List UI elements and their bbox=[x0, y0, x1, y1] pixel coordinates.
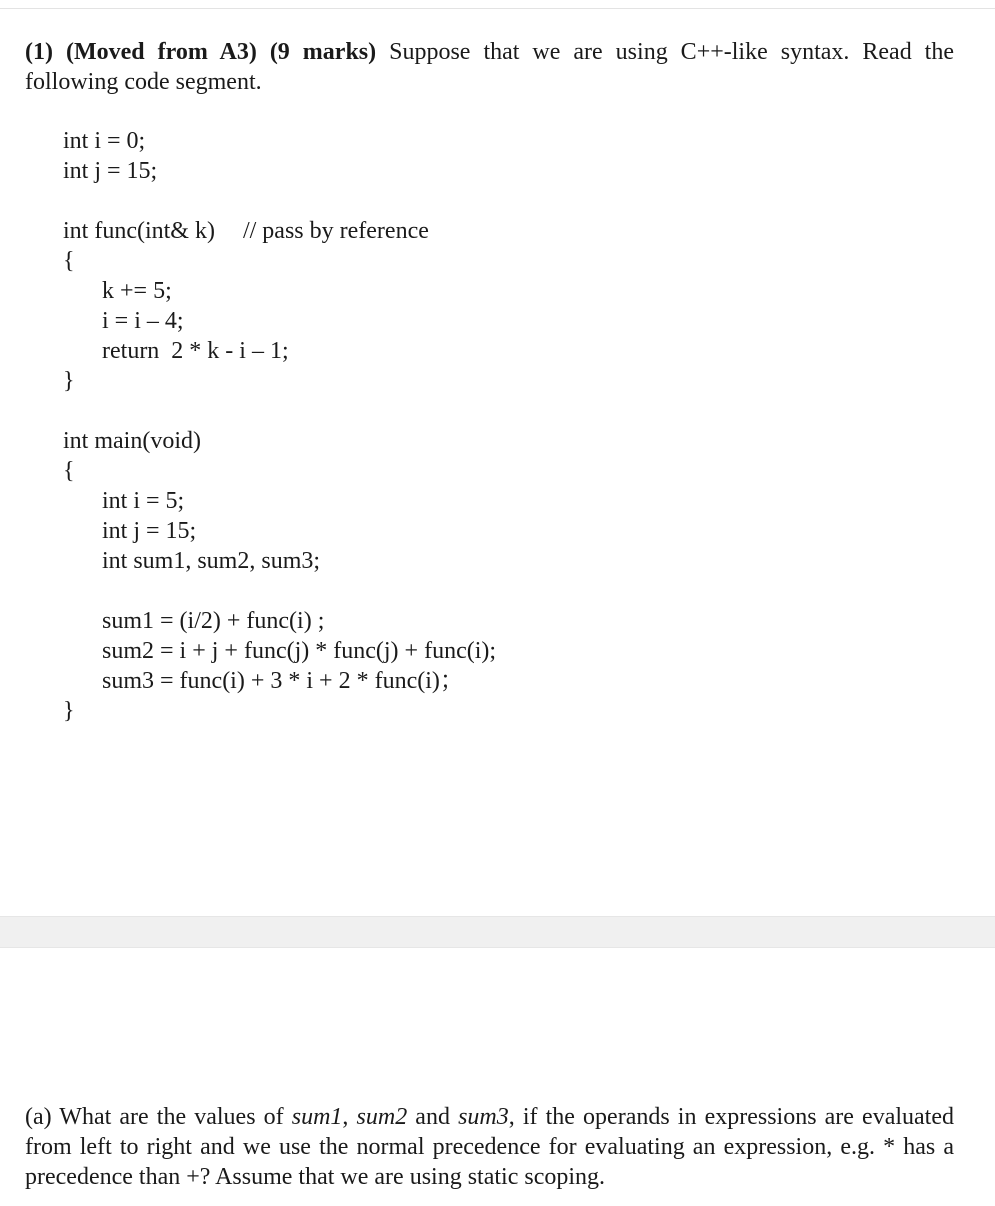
code-line-global-j: int j = 15; bbox=[63, 158, 158, 184]
code-line-sum2: sum2 = i + j + func(j) * func(j) + func(i); bbox=[102, 638, 497, 664]
question-number: (1) bbox=[25, 39, 53, 65]
code-line-sum1: sum1 = (i/2) + func(i) ; bbox=[102, 608, 325, 634]
code-line-main-decl-1: int i = 5; bbox=[102, 488, 185, 514]
question-moved-note: (Moved from A3) bbox=[65, 39, 257, 65]
part-a-question bbox=[25, 1102, 954, 1192]
code-segment bbox=[63, 126, 496, 726]
code-line-sum3: sum3 = func(i) + 3 * i + 2 * func(i)； bbox=[102, 668, 464, 694]
code-line-func-body-2: i = i – 4; bbox=[102, 308, 184, 334]
code-line-main-signature: int main(void) bbox=[63, 428, 201, 454]
question-header bbox=[25, 37, 954, 97]
code-line-main-decl-3: int sum1, sum2, sum3; bbox=[102, 548, 321, 574]
question-marks: (9 marks) bbox=[269, 39, 377, 65]
page-break-divider bbox=[0, 916, 995, 948]
part-a-text-4: , if the operands in expressions are evaluated from left to right and we use the normal precedence for evaluating an expression, e.g. * has a precedence than +? Assume that we are using static scoping. bbox=[25, 1104, 955, 1190]
part-a-text-3: and bbox=[407, 1104, 459, 1130]
part-a-text-2: , bbox=[342, 1104, 357, 1130]
code-line-func-close-brace: } bbox=[63, 368, 75, 394]
code-line-func-open-brace: { bbox=[63, 248, 75, 274]
part-a-var-sum1: sum1 bbox=[291, 1104, 343, 1130]
code-line-main-close-brace: } bbox=[63, 698, 75, 724]
question-intro: Suppose that we are using C++-like syntax. Read the following code segment. bbox=[25, 39, 955, 95]
code-line-global-i: int i = 0; bbox=[63, 128, 146, 154]
part-a-var-sum2: sum2 bbox=[356, 1104, 408, 1130]
func-signature: int func(int& k) bbox=[63, 218, 215, 244]
code-line-func-signature bbox=[63, 216, 496, 246]
code-line-main-decl-2: int j = 15; bbox=[102, 518, 197, 544]
code-line-func-body-3: return 2 * k - i – 1; bbox=[102, 338, 289, 364]
part-a-text-1: (a) What are the values of bbox=[25, 1104, 292, 1130]
func-comment: // pass by reference bbox=[242, 218, 429, 244]
code-line-func-body-1: k += 5; bbox=[102, 278, 172, 304]
code-line-main-open-brace: { bbox=[63, 458, 75, 484]
part-a-var-sum3: sum3 bbox=[458, 1104, 509, 1130]
